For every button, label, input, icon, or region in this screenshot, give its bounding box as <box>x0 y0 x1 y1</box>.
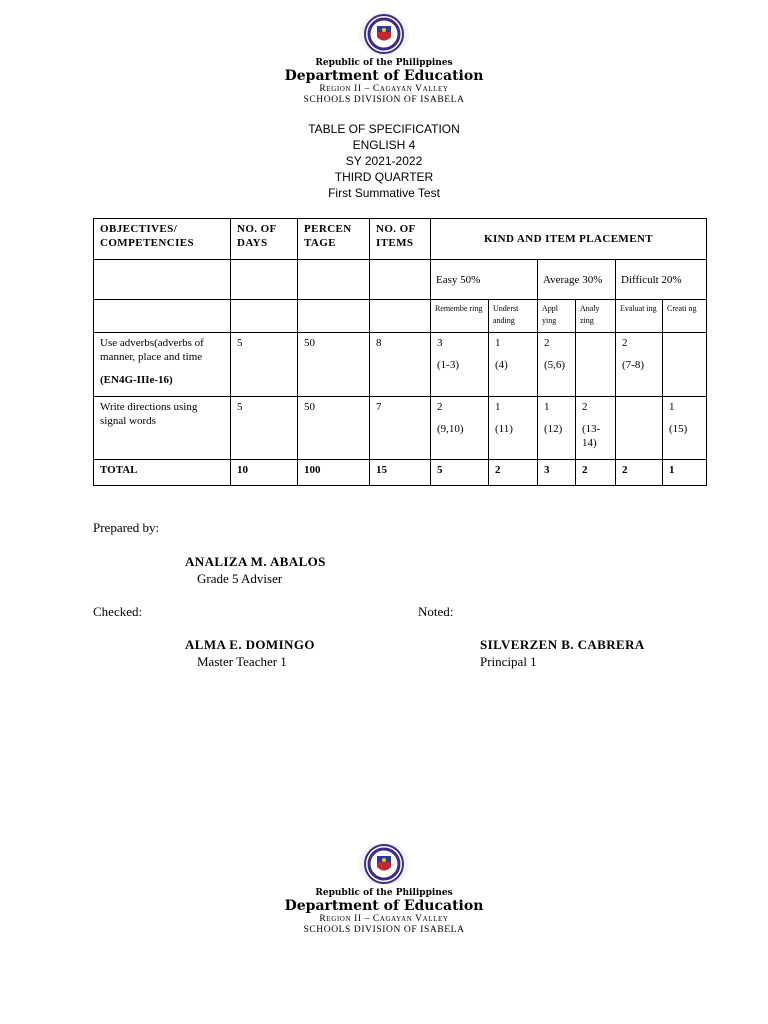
days-cell: 5 <box>231 397 298 460</box>
placement: (15) <box>669 423 688 435</box>
placement: (11) <box>495 423 513 435</box>
total-row <box>94 460 707 486</box>
division-text: SCHOOLS DIVISION OF ISABELA <box>303 95 465 105</box>
document-titles <box>0 121 768 201</box>
percentage-cell: 50 <box>298 333 370 397</box>
placement: (13-14) <box>582 423 601 449</box>
placement: (12) <box>544 423 563 435</box>
title-line: SY 2021-2022 <box>345 154 423 168</box>
checked-label: Checked: <box>93 604 143 619</box>
total-items: 15 <box>370 460 431 486</box>
competency-code: (EN4G-IIIe-16) <box>100 374 173 386</box>
objective-text: Use adverbs(adverbs of manner, place and time <box>100 337 204 363</box>
count: 1 <box>669 401 675 413</box>
title-line: ENGLISH 4 <box>352 138 416 152</box>
count: 1 <box>495 337 501 349</box>
creating-cell <box>663 333 707 397</box>
placement: (7-8) <box>622 359 644 371</box>
analyzing-cell <box>576 397 616 460</box>
skill-row <box>94 300 707 333</box>
total-days: 10 <box>231 460 298 486</box>
preparer-title: Grade 5 Adviser <box>197 571 283 586</box>
placement: (9,10) <box>437 423 464 435</box>
count: 1 <box>544 401 550 413</box>
placement: (1-3) <box>437 359 459 371</box>
department-text: Department of Education <box>284 898 484 914</box>
noter-title: Principal 1 <box>480 654 537 669</box>
skill-remembering: Remembe ring <box>431 300 489 333</box>
prepared-label: Prepared by: <box>93 520 160 535</box>
specification-table <box>93 218 707 486</box>
table-header-row <box>94 219 707 260</box>
header-items: NO. OF ITEMS <box>370 219 431 260</box>
evaluating-cell <box>616 333 663 397</box>
deped-seal-icon <box>357 842 411 886</box>
placement: (5,6) <box>544 359 566 371</box>
placement: (4) <box>495 359 508 371</box>
division-text: SCHOOLS DIVISION OF ISABELA <box>303 925 465 935</box>
checker-title: Master Teacher 1 <box>197 654 287 669</box>
creating-cell <box>663 397 707 460</box>
republic-text: Republic of the Philippines <box>315 58 453 68</box>
deped-seal-icon <box>357 12 411 56</box>
percentage-cell: 50 <box>298 397 370 460</box>
header-placement: KIND AND ITEM PLACEMENT <box>431 219 707 260</box>
region-text: Region II – Cagayan Valley <box>319 84 449 94</box>
count: 2 <box>544 337 550 349</box>
total-understanding: 2 <box>489 460 538 486</box>
objective-cell <box>94 397 231 460</box>
skill-evaluating: Evaluat ing <box>616 300 663 333</box>
table-row <box>94 333 707 397</box>
region-text: Region II – Cagayan Valley <box>319 914 449 924</box>
total-percentage: 100 <box>298 460 370 486</box>
understanding-cell <box>489 333 538 397</box>
level-average: Average 30% <box>538 260 616 300</box>
level-difficult: Difficult 20% <box>616 260 707 300</box>
total-evaluating: 2 <box>616 460 663 486</box>
items-cell: 8 <box>370 333 431 397</box>
count: 1 <box>495 401 501 413</box>
total-applying: 3 <box>538 460 576 486</box>
republic-text: Republic of the Philippines <box>315 888 453 898</box>
count: 2 <box>582 401 588 413</box>
title-line: First Summative Test <box>328 186 440 200</box>
applying-cell <box>538 397 576 460</box>
table-row <box>94 397 707 460</box>
applying-cell <box>538 333 576 397</box>
department-text: Department of Education <box>284 68 484 84</box>
header-days: NO. OF DAYS <box>231 219 298 260</box>
count: 2 <box>437 401 443 413</box>
total-creating: 1 <box>663 460 707 486</box>
level-row <box>94 260 707 300</box>
header-objectives: OBJECTIVES/ COMPETENCIES <box>94 219 231 260</box>
skill-creating: Creati ng <box>663 300 707 333</box>
skill-analyzing: Analy zing <box>576 300 616 333</box>
count: 3 <box>437 337 443 349</box>
understanding-cell <box>489 397 538 460</box>
remembering-cell <box>431 397 489 460</box>
total-analyzing: 2 <box>576 460 616 486</box>
remembering-cell <box>431 333 489 397</box>
letterhead-bottom <box>0 842 768 936</box>
preparer-name: ANALIZA M. ABALOS <box>185 554 326 569</box>
analyzing-cell <box>576 333 616 397</box>
header-percentage: PERCEN TAGE <box>298 219 370 260</box>
total-remembering: 5 <box>431 460 489 486</box>
noter-name: SILVERZEN B. CABRERA <box>480 637 645 652</box>
level-easy: Easy 50% <box>431 260 538 300</box>
checker-name: ALMA E. DOMINGO <box>185 637 315 652</box>
skill-applying: Appl ying <box>538 300 576 333</box>
title-line: THIRD QUARTER <box>334 170 434 184</box>
items-cell: 7 <box>370 397 431 460</box>
total-label: TOTAL <box>94 460 231 486</box>
days-cell: 5 <box>231 333 298 397</box>
count: 2 <box>622 337 628 349</box>
noted-label: Noted: <box>418 604 454 619</box>
evaluating-cell <box>616 397 663 460</box>
letterhead-top <box>0 12 768 106</box>
objective-text: Write directions using signal words <box>100 401 198 427</box>
title-line: TABLE OF SPECIFICATION <box>308 122 460 136</box>
objective-cell <box>94 333 231 397</box>
skill-understanding: Underst anding <box>489 300 538 333</box>
